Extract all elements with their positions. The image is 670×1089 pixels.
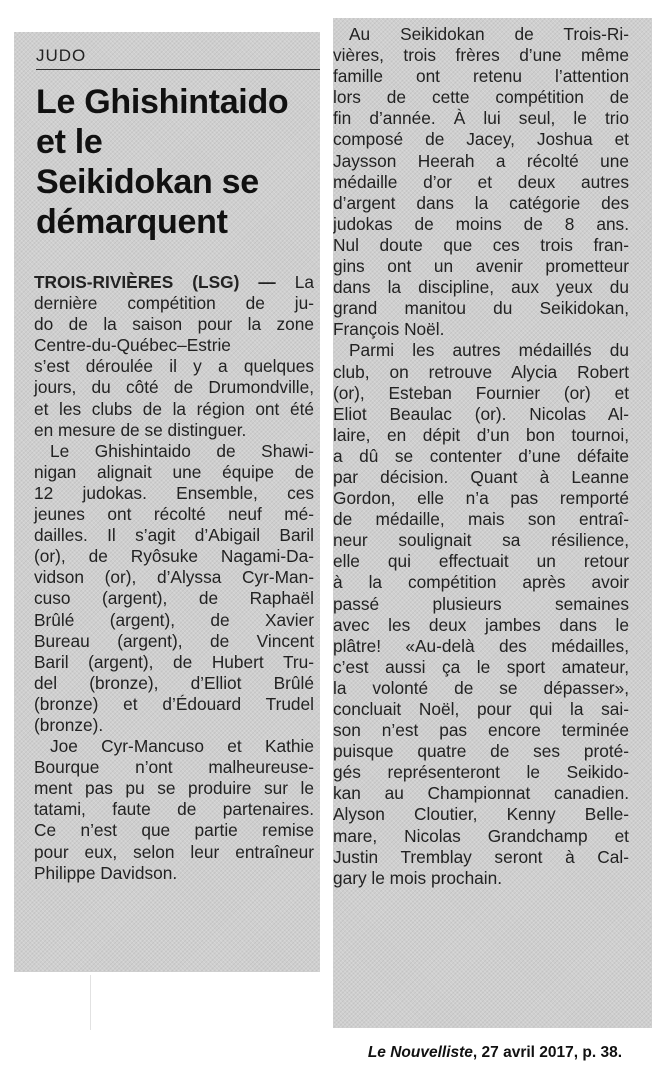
body-line: (or), de Ryôsuke Nagami-Da- (34, 546, 314, 567)
body-line: Bourque n’ont malheureuse- (34, 757, 314, 778)
body-line: dailles. Il s’agit d’Abigail Baril (34, 525, 314, 546)
body-line: Justin Tremblay seront à Cal- (333, 846, 629, 867)
body-line: Nul doute que ces trois fran- (333, 234, 629, 255)
body-line: Gordon, elle n’a pas remporté (333, 488, 629, 509)
body-line: fin d’année. À lui seul, le trio (333, 108, 629, 129)
body-line: puisque quatre de ses proté- (333, 741, 629, 762)
body-line: pour eux, selon leur entraîneur (34, 841, 314, 862)
body-line: jeunes ont récolté neuf mé- (34, 504, 314, 525)
body-line: (bronze) et d’Édouard Trudel (34, 693, 314, 714)
body-line: son n’est pas encore terminée (333, 720, 629, 741)
body-line: famille ont retenu l’attention (333, 66, 629, 87)
body-line: gés représenteront le Seikido- (333, 762, 629, 783)
body-line: Au Seikidokan de Trois-Ri- (349, 24, 629, 44)
body-line: plâtre! «Au-delà des médailles, (333, 635, 629, 656)
body-line: laire, en dépit d’un bon tournoi, (333, 424, 629, 445)
body-line: médaille d’or et deux autres (333, 171, 629, 192)
body-line: gins ont un avenir prometteur (333, 256, 629, 277)
body-line: Alyson Cloutier, Kenny Belle- (333, 804, 629, 825)
body-line: concluait Noël, pour qui la sai- (333, 699, 629, 719)
publication-name: Le Nouvelliste (367, 1044, 473, 1061)
body-line: Centre-du-Québec–Estrie (34, 335, 231, 356)
headline (36, 82, 320, 242)
body-line: grand manitou du Seikidokan, (333, 298, 629, 319)
body-line: la volonté de se dépasser», (333, 677, 629, 698)
body-line: neur soulignait sa résilience, (333, 530, 629, 551)
article-body-left (34, 272, 314, 884)
body-line: vidson (or), d’Alyssa Cyr-Man- (34, 567, 314, 588)
body-line: Jaysson Heerah a récolté une (333, 150, 629, 171)
body-line: club, on retrouve Alycia Robert (333, 361, 629, 382)
article-body-right (333, 24, 629, 889)
body-line: cuso (argent), de Raphaël (34, 588, 314, 609)
body-line: Ce n’est que partie remise (34, 820, 314, 841)
headline-line: Seikidokan se (36, 163, 259, 201)
body-line: Philippe Davidson. (34, 862, 178, 883)
article-right-column (333, 18, 652, 1028)
body-line: par décision. Quant à Leanne (333, 466, 629, 487)
body-line: d’argent dans la catégorie des (333, 192, 629, 213)
body-line: à la compétition après avoir (333, 572, 629, 593)
body-line: passé plusieurs semaines (333, 593, 629, 614)
body-line: s’est déroulée il y a quelques (34, 356, 314, 377)
body-line: a dû se contenter d’une défaite (333, 445, 629, 466)
citation-details: , 27 avril 2017, p. 38. (472, 1044, 622, 1061)
body-line: Le Ghishintaido de Shawi- (50, 440, 314, 461)
body-line: de médaille, mais son entraî- (333, 509, 629, 530)
body-line: 12 judokas. Ensemble, ces (34, 482, 314, 503)
body-line: kan au Championnat canadien. (333, 783, 629, 804)
source-citation (368, 1044, 622, 1062)
body-line: dans la discipline, aux yeux du (333, 277, 629, 298)
headline-line: Le Ghishintaido (36, 83, 289, 121)
body-line: Baril (argent), de Hubert Tru- (34, 651, 314, 672)
body-line: vières, trois frères d’une même (333, 45, 629, 66)
body-line-text: La (294, 272, 314, 292)
body-line: gary le mois prochain. (333, 867, 503, 888)
body-line: Eliot Beaulac (or). Nicolas Al- (333, 403, 629, 424)
headline-line: et le (36, 123, 103, 161)
section-divider (36, 69, 320, 70)
body-line: avec les deux jambes dans le (333, 614, 629, 635)
body-line: en mesure de se distinguer. (34, 419, 247, 440)
body-line: Brûlé (argent), de Xavier (34, 609, 314, 630)
body-line: jours, du côté de Drumondville, (34, 377, 314, 398)
body-line: François Noël. (333, 319, 445, 340)
body-line: elle qui effectuait un retour (333, 551, 629, 572)
body-line: Bureau (argent), de Vincent (34, 630, 314, 651)
body-line: lors de cette compétition de (333, 87, 629, 108)
body-line: judokas de moins de 8 ans. (333, 213, 629, 234)
body-line: tatami, faute de partenaires. (34, 799, 314, 820)
article-left-column (14, 32, 320, 972)
body-line: do de la saison pour la zone (34, 314, 314, 335)
dateline: TROIS-RIVIÈRES (LSG) — (34, 272, 276, 292)
body-line: (bronze). (34, 714, 104, 735)
body-line: ment pas pu se produire sur le (34, 778, 314, 799)
body-line: (or), Esteban Fournier (or) et (333, 382, 629, 403)
body-line: dernière compétition de ju- (34, 293, 314, 314)
body-line: del (bronze), d’Elliot Brûlé (34, 672, 314, 693)
scan-edge-line (90, 975, 91, 1030)
headline-line: démarquent (36, 203, 228, 241)
body-line: c’est aussi ça le sport amateur, (333, 656, 629, 677)
section-label: JUDO (36, 46, 87, 65)
body-line: et les clubs de la région ont été (34, 398, 314, 419)
body-line: composé de Jacey, Joshua et (333, 129, 629, 150)
body-line: nigan alignait une équipe de (34, 461, 314, 482)
body-line: Parmi les autres médaillés du (349, 340, 629, 361)
body-line: mare, Nicolas Grandchamp et (333, 825, 629, 846)
body-line: Joe Cyr-Mancuso et Kathie (50, 736, 314, 757)
body-line (34, 272, 314, 293)
